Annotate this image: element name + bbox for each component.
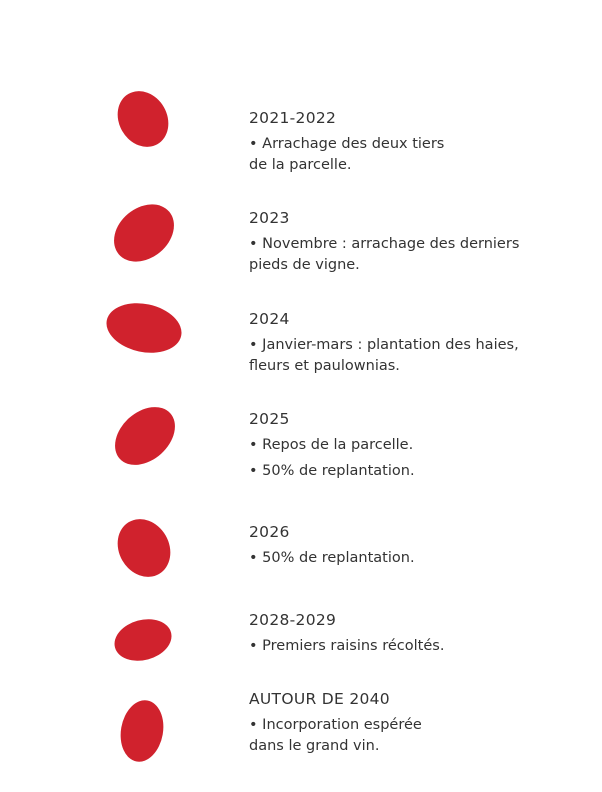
timeline-entry bbox=[249, 409, 579, 482]
timeline-entry bbox=[249, 610, 579, 657]
red-petal-icon bbox=[108, 200, 180, 266]
entry-text: • Arrachage des deux tiers bbox=[249, 136, 445, 152]
entry-year: 2026 bbox=[249, 523, 290, 541]
entry-text: • Repos de la parcelle. bbox=[249, 437, 414, 453]
entry-text: • 50% de replantation. bbox=[249, 550, 415, 566]
entry-text: • Novembre : arrachage des derniers bbox=[249, 236, 520, 252]
red-petal-icon bbox=[117, 698, 167, 764]
timeline-entry bbox=[249, 208, 579, 276]
red-petal-icon bbox=[112, 516, 176, 580]
red-petal-icon bbox=[110, 402, 180, 470]
entry-text: pieds de vigne. bbox=[249, 257, 360, 273]
entry-year: 2024 bbox=[249, 310, 290, 328]
red-petal-icon bbox=[104, 300, 184, 356]
entry-year: AUTOUR DE 2040 bbox=[249, 690, 390, 708]
entry-text: • 50% de replantation. bbox=[249, 463, 415, 479]
entry-year: 2021-2022 bbox=[249, 109, 337, 127]
entry-text: • Premiers raisins récoltés. bbox=[249, 638, 445, 654]
entry-text: • Janvier-mars : plantation des haies, bbox=[249, 337, 519, 353]
entry-year: 2025 bbox=[249, 410, 290, 428]
timeline-entry bbox=[249, 522, 579, 569]
red-petal-icon bbox=[112, 88, 174, 150]
timeline-entry bbox=[249, 689, 579, 757]
entry-text: dans le grand vin. bbox=[249, 738, 380, 754]
entry-text: • Incorporation espérée bbox=[249, 717, 422, 733]
entry-year: 2023 bbox=[249, 209, 290, 227]
entry-text: fleurs et paulownias. bbox=[249, 358, 400, 374]
entry-year: 2028-2029 bbox=[249, 611, 337, 629]
timeline-entry bbox=[249, 108, 579, 176]
entry-text: de la parcelle. bbox=[249, 157, 352, 173]
timeline-entry bbox=[249, 309, 579, 377]
red-petal-icon bbox=[112, 616, 174, 664]
